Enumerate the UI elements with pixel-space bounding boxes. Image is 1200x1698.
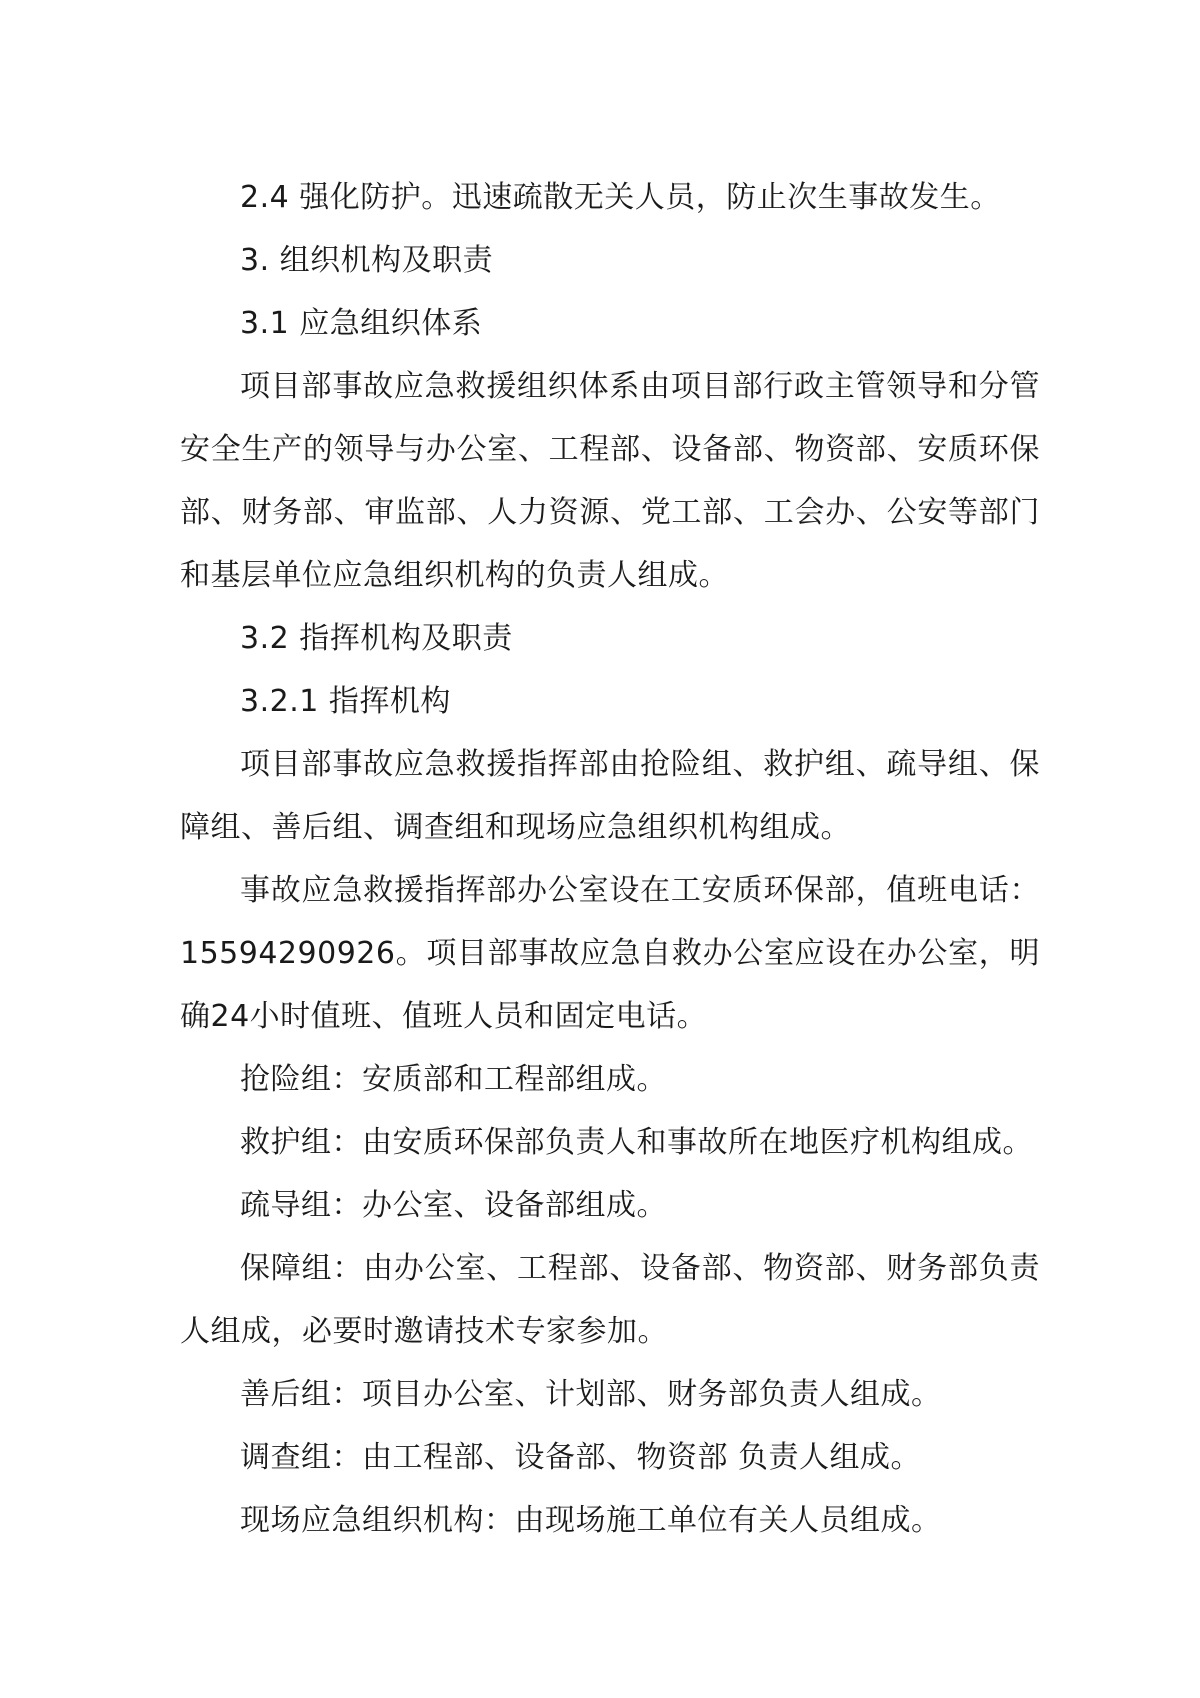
paragraph-evacuation-group: 疏导组：办公室、设备部组成。 xyxy=(240,1188,667,1223)
paragraph-investigation-group: 调查组：由工程部、设备部、物资部 负责人组成。 xyxy=(240,1440,922,1475)
paragraph-aftermath-group: 善后组：项目办公室、计划部、财务部负责人组成。 xyxy=(240,1377,942,1412)
heading-3: 3. 组织机构及职责 xyxy=(240,243,494,278)
paragraph-command-office: 事故应急救援指挥部办公室设在工安质环保部，值班电话：15594290926。项目部事故应急自救办公室应设在办公室，明确24小时值班、值班人员和固定电话。 xyxy=(180,873,1040,1034)
paragraph-command-composition: 项目部事故应急救援指挥部由抢险组、救护组、疏导组、保障组、善后组、调查组和现场应急组织机构组成。 xyxy=(180,747,1040,845)
heading-3-2: 3.2 指挥机构及职责 xyxy=(240,621,513,656)
paragraph-rescue-group: 抢险组：安质部和工程部组成。 xyxy=(240,1062,667,1097)
document-body xyxy=(180,166,1040,1552)
heading-3-2-1: 3.2.1 指挥机构 xyxy=(240,684,451,719)
paragraph-support-group: 保障组：由办公室、工程部、设备部、物资部、财务部负责人组成，必要时邀请技术专家参加。 xyxy=(180,1251,1040,1349)
paragraph-organization-system: 项目部事故应急救援组织体系由项目部行政主管领导和分管安全生产的领导与办公室、工程部、设备部、物资部、安质环保部、财务部、审监部、人力资源、党工部、工会办、公安等部门和基层单位应急组织机构的负责人组成。 xyxy=(180,369,1040,593)
paragraph-2-4: 2.4 强化防护。迅速疏散无关人员，防止次生事故发生。 xyxy=(240,180,1001,215)
paragraph-onsite-organization: 现场应急组织机构：由现场施工单位有关人员组成。 xyxy=(240,1503,942,1538)
heading-3-1: 3.1 应急组织体系 xyxy=(240,306,483,341)
paragraph-medical-group: 救护组：由安质环保部负责人和事故所在地医疗机构组成。 xyxy=(240,1125,1033,1160)
